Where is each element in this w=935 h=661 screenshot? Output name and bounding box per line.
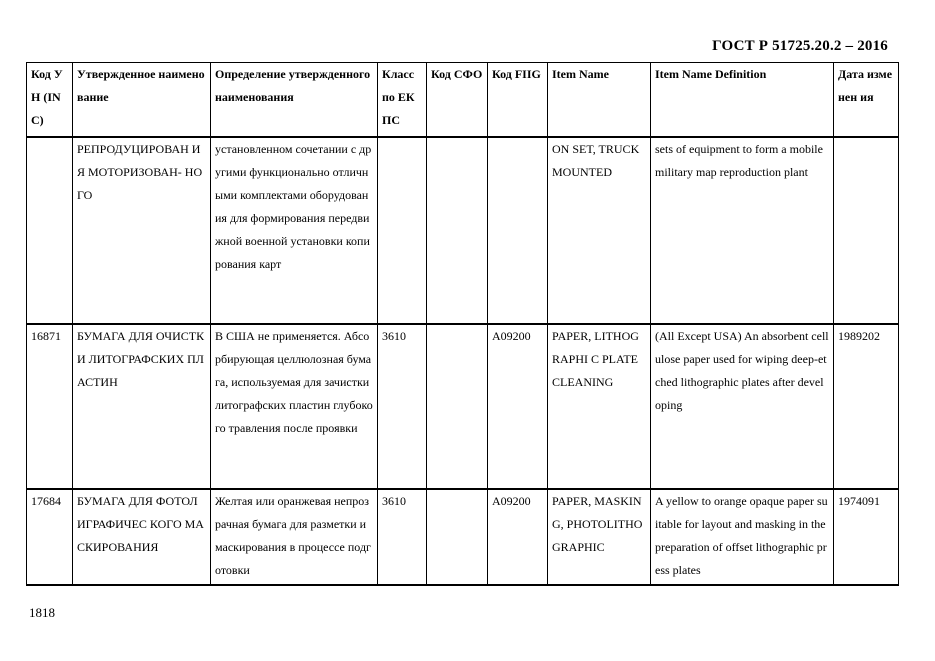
cell-class: 3610	[378, 324, 427, 489]
column-header-item-name: Item Name	[548, 63, 651, 137]
cell-sfo	[427, 324, 488, 489]
cell-inc: 17684	[27, 489, 73, 585]
cell-item-name: ON SET, TRUCK MOUNTED	[548, 137, 651, 324]
column-header-approved-name: Утвержденное наименование	[73, 63, 211, 137]
cell-definition: Желтая или оранжевая непрозрачная бумага для разметки и маскирования в процессе подготовки	[211, 489, 378, 585]
cell-approved-name: БУМАГА ДЛЯ ФОТОЛИГРАФИЧЕС КОГО МАСКИРОВАНИЯ	[73, 489, 211, 585]
cell-date: 1974091	[834, 489, 899, 585]
cell-definition: установленном сочетании с другими функционально отличными комплектами оборудования для формирования передвижной военной установки копирования карт	[211, 137, 378, 324]
cell-approved-name: БУМАГА ДЛЯ ОЧИСТКИ ЛИТОГРАФСКИХ ПЛАСТИН	[73, 324, 211, 489]
cell-date	[834, 137, 899, 324]
cell-item-name: PAPER, MASKING, PHOTOLITHO GRAPHIC	[548, 489, 651, 585]
table-row	[27, 324, 899, 489]
cell-fiig	[488, 137, 548, 324]
column-header-date: Дата изменен ия	[834, 63, 899, 137]
table-header-row	[27, 63, 899, 137]
table-row	[27, 489, 899, 585]
cell-class: 3610	[378, 489, 427, 585]
catalog-table	[26, 62, 899, 586]
cell-inc	[27, 137, 73, 324]
cell-sfo	[427, 489, 488, 585]
cell-date: 1989202	[834, 324, 899, 489]
page-number: 1818	[29, 605, 55, 620]
cell-item-definition: (All Except USA) An absorbent cellulose paper used for wiping deep-etched lithographic plates after developing	[651, 324, 834, 489]
column-header-class: Класс по ЕКПС	[378, 63, 427, 137]
cell-fiig: A09200	[488, 324, 548, 489]
cell-item-definition: sets of equipment to form a mobile military map reproduction plant	[651, 137, 834, 324]
cell-inc: 16871	[27, 324, 73, 489]
cell-approved-name: РЕПРОДУЦИРОВАН ИЯ МОТОРИЗОВАН- НОГО	[73, 137, 211, 324]
cell-sfo	[427, 137, 488, 324]
column-header-item-definition: Item Name Definition	[651, 63, 834, 137]
column-header-sfo: Код СФО	[427, 63, 488, 137]
column-header-fiig: Код FIIG	[488, 63, 548, 137]
column-header-inc: Код УН (INC)	[27, 63, 73, 137]
cell-fiig: A09200	[488, 489, 548, 585]
cell-item-name: PAPER, LITHOGRAPHI C PLATE CLEANING	[548, 324, 651, 489]
document-header: ГОСТ Р 51725.20.2 – 2016	[712, 38, 888, 54]
cell-item-definition: A yellow to orange opaque paper suitable for layout and masking in the preparation of offset lithographic press plates	[651, 489, 834, 585]
cell-class	[378, 137, 427, 324]
cell-definition: В США не применяется. Абсорбирующая целлюлозная бумага, используемая для зачистки литографских пластин глубокого травления после проявки	[211, 324, 378, 489]
column-header-definition: Определение утвержденного наименования	[211, 63, 378, 137]
table-row	[27, 137, 899, 324]
